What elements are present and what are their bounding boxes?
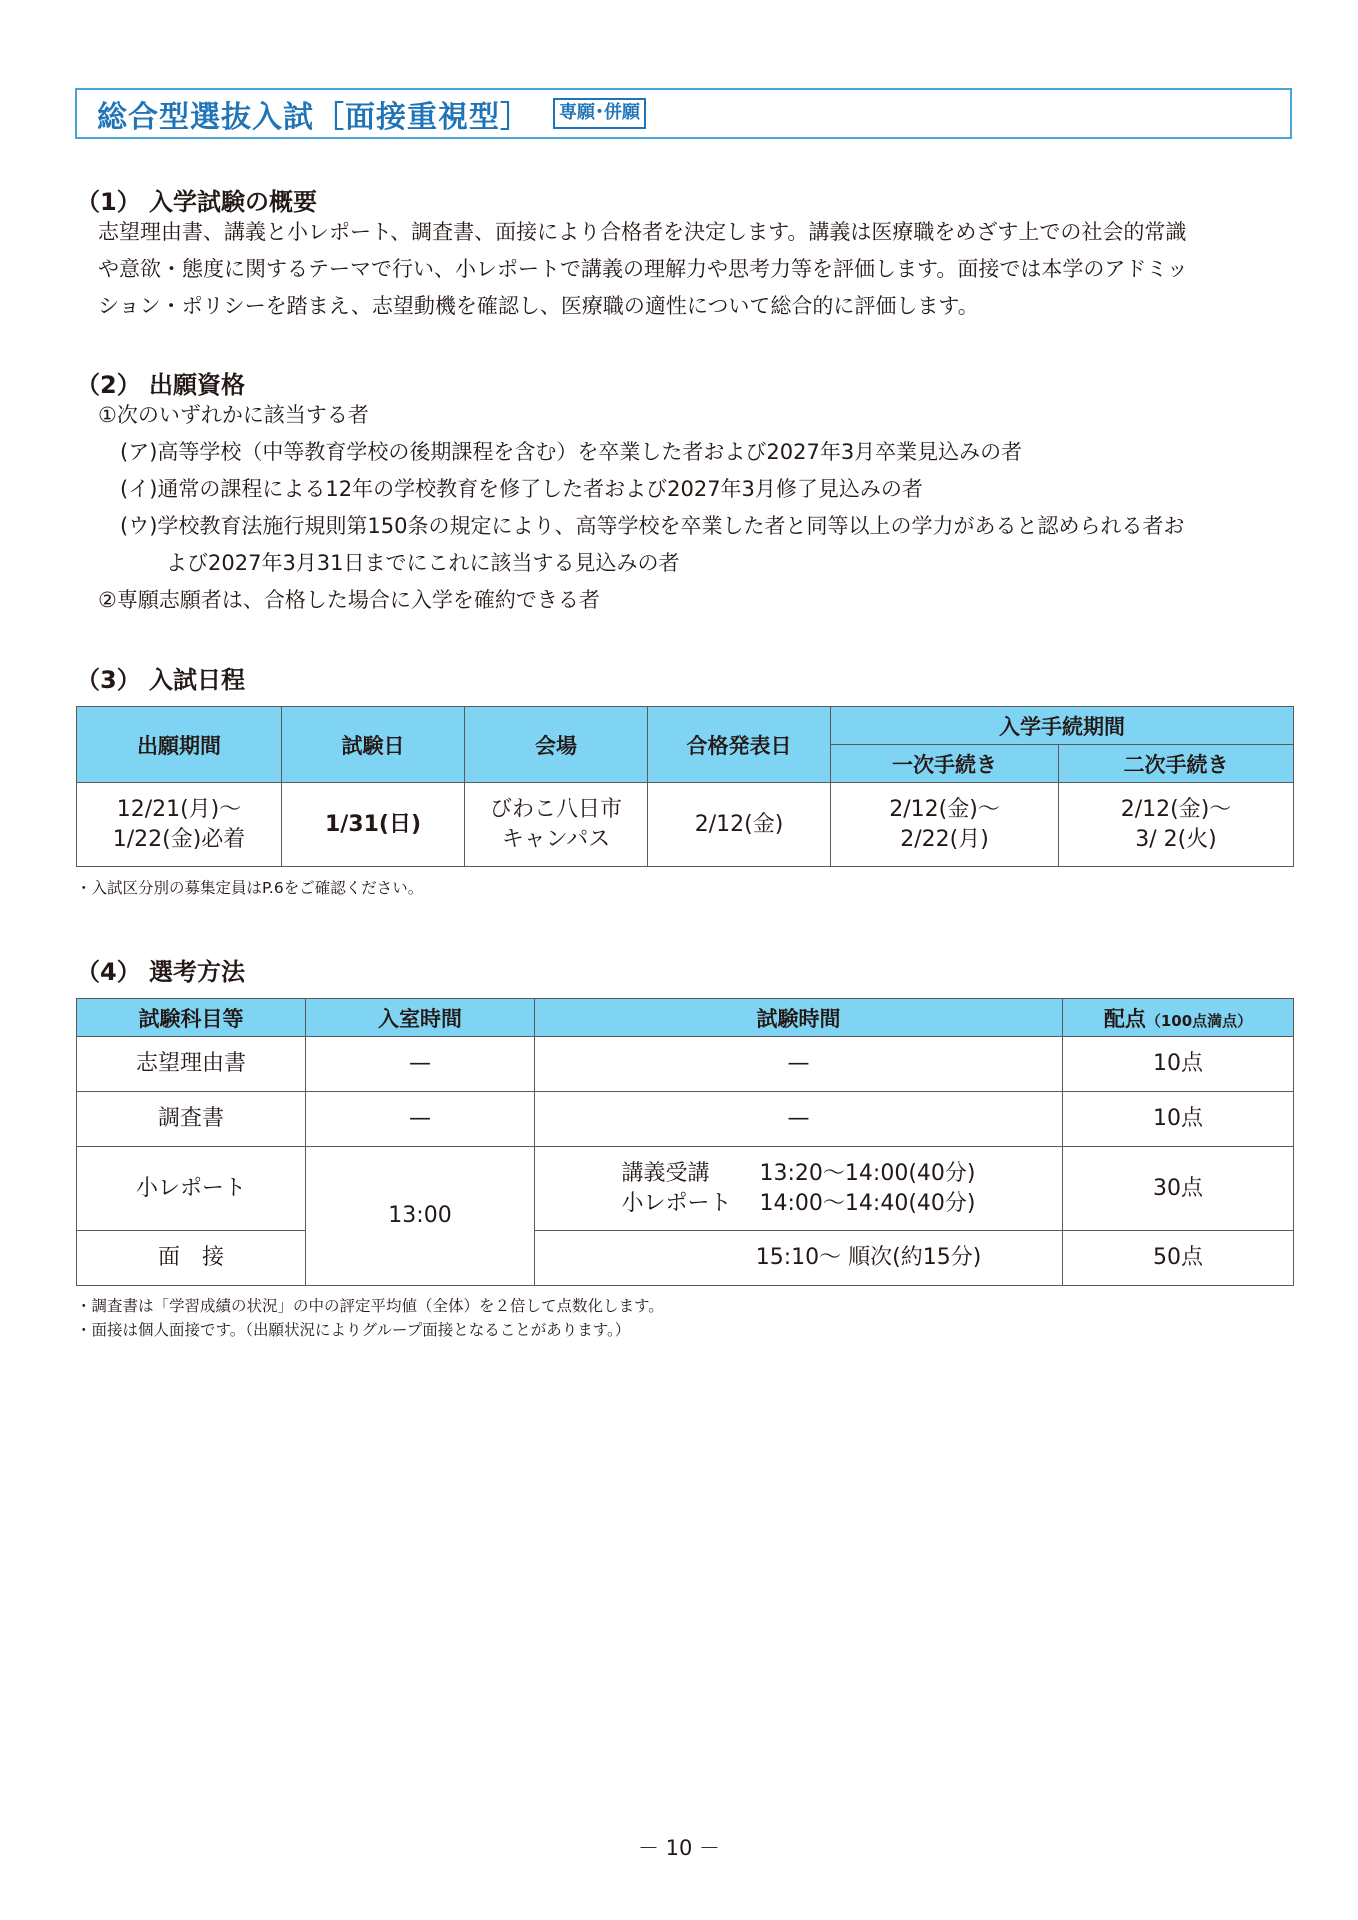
qualification-item-2: ②専願志願者は、合格した場合に入学を確約できる者	[98, 588, 600, 612]
header-second-procedure: 二次手続き	[1059, 745, 1294, 783]
header-procedure-period: 入学手続期間	[831, 707, 1294, 745]
section-4-heading: （4） 選考方法	[76, 958, 246, 986]
exam-schedule-line	[622, 1159, 976, 1189]
header-entry-time: 入室時間	[306, 999, 535, 1037]
table-row	[77, 1231, 1294, 1286]
application-period-cell	[77, 783, 282, 867]
exam-schedule-line	[622, 1189, 976, 1219]
header-exam-time: 試験時間	[535, 999, 1063, 1037]
section-1-line: ション・ポリシーを踏まえ、志望動機を確認し、医療職の適性について総合的に評価します。	[98, 294, 979, 318]
second-procedure-start: 2/12(金)～	[1120, 796, 1232, 822]
header-first-procedure: 一次手続き	[831, 745, 1059, 783]
page-title-box	[75, 88, 1292, 139]
header-application-period: 出願期間	[77, 707, 282, 783]
application-period-start: 12/21(月)～	[116, 796, 242, 822]
application-type-badge: 専願･併願	[553, 98, 646, 129]
score-cell: 30点	[1063, 1147, 1294, 1231]
header-score-suffix: （100点満点）	[1145, 1011, 1253, 1030]
subject-cell: 志望理由書	[77, 1037, 306, 1092]
first-procedure-end: 2/22(月)	[900, 826, 989, 852]
header-score	[1063, 999, 1294, 1037]
subject-cell: 面 接	[77, 1231, 306, 1286]
qualification-sub-a: (ア)高等学校（中等教育学校の後期課程を含む）を卒業した者および2027年3月卒業見込みの者	[120, 440, 1023, 464]
qualification-item-1: ①次のいずれかに該当する者	[98, 403, 369, 427]
venue-line: びわこ八日市	[489, 796, 622, 822]
schedule-table	[76, 706, 1294, 867]
section-3-heading: （3） 入試日程	[76, 666, 246, 694]
score-cell: 10点	[1063, 1037, 1294, 1092]
exam-time-cell: —	[535, 1037, 1063, 1092]
qualification-sub-u-continued: よび2027年3月31日までにこれに該当する見込みの者	[166, 551, 680, 575]
exam-schedule-label: 小レポート	[621, 1190, 732, 1216]
section-1-line: 志望理由書、講義と小レポート、調査書、面接により合格者を決定します。講義は医療職をめざす上での社会的常識	[98, 220, 1187, 244]
header-venue: 会場	[465, 707, 648, 783]
exam-schedule-label: 講義受講	[621, 1160, 710, 1186]
exam-schedule-lines	[622, 1159, 976, 1219]
entry-time-cell: —	[306, 1037, 535, 1092]
announcement-date-cell: 2/12(金)	[648, 783, 831, 867]
second-procedure-cell	[1059, 783, 1294, 867]
header-score-label: 配点	[1103, 1006, 1146, 1031]
schedule-note: ・入試区分別の募集定員はP.6をご確認ください。	[76, 879, 424, 897]
exam-schedule-time: 13:20～14:00(40分)	[759, 1160, 976, 1186]
selection-note-2: ・面接は個人面接です。（出願状況によりグループ面接となることがあります。）	[76, 1321, 631, 1339]
header-announcement-date: 合格発表日	[648, 707, 831, 783]
table-row	[77, 1147, 1294, 1231]
first-procedure-start: 2/12(金)～	[889, 796, 1000, 822]
selection-method-table	[76, 998, 1294, 1286]
schedule-row	[77, 783, 1294, 867]
venue-cell	[465, 783, 648, 867]
section-1-heading: （1） 入学試験の概要	[76, 188, 318, 216]
entry-time-cell: —	[306, 1092, 535, 1147]
venue-line: キャンパス	[501, 826, 611, 852]
subject-cell: 調査書	[77, 1092, 306, 1147]
exam-time-cell: —	[535, 1092, 1063, 1147]
score-cell: 50点	[1063, 1231, 1294, 1286]
qualification-sub-u: (ウ)学校教育法施行規則第150条の規定により、高等学校を卒業した者と同等以上の学力があると認められる者お	[120, 514, 1185, 538]
section-1-body	[98, 214, 1298, 325]
entry-time-cell: 13:00	[306, 1147, 535, 1286]
qualification-sub-i: (イ)通常の課程による12年の学校教育を修了した者および2027年3月修了見込みの者	[120, 477, 923, 501]
table-row	[77, 1092, 1294, 1147]
page-title: 総合型選抜入試［面接重視型］	[97, 99, 531, 135]
second-procedure-end: 3/ 2(火)	[1135, 826, 1217, 852]
selection-note-1: ・調査書は「学習成績の状況」の中の評定平均値（全体）を２倍して点数化します。	[76, 1297, 664, 1315]
exam-time-cell	[535, 1231, 1063, 1286]
application-period-end: 1/22(金)必着	[112, 826, 246, 852]
first-procedure-cell	[831, 783, 1059, 867]
score-cell: 10点	[1063, 1092, 1294, 1147]
page-number: － 10 －	[637, 1836, 721, 1860]
section-1-line: や意欲・態度に関するテーマで行い、小レポートで講義の理解力や思考力等を評価します。面接では本学のアドミッ	[98, 257, 1188, 281]
section-2-heading: （2） 出願資格	[76, 371, 246, 399]
header-subject: 試験科目等	[77, 999, 306, 1037]
table-row	[77, 1037, 1294, 1092]
exam-time-cell	[535, 1147, 1063, 1231]
interview-time: 15:10～ 順次(約15分)	[755, 1245, 982, 1270]
header-exam-date: 試験日	[282, 707, 465, 783]
exam-schedule-time: 14:00～14:40(40分)	[759, 1190, 976, 1216]
exam-date-cell: 1/31(日)	[282, 783, 465, 867]
subject-cell: 小レポート	[77, 1147, 306, 1231]
